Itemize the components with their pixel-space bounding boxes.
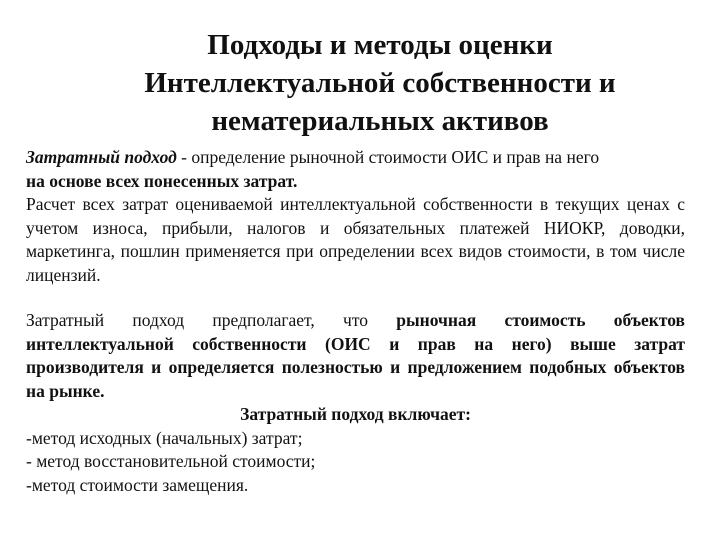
slide-title: Подходы и методы оценки Интеллектуальной собственности и нематериальных активов — [144, 29, 616, 137]
cost-approach-definition-text: - определение рыночной стоимости ОИС и прав на него — [176, 147, 600, 167]
method-item: -метод стоимости замещения. — [26, 474, 249, 495]
cost-assumption-emphasis: рыночная стоимость объектов интеллектуальной собственности (ОИС и прав на него) выше затрат производителя и определяется полезностью и предложением подобных объектов на рынке. — [26, 310, 685, 401]
methods-heading: Затратный подход включает: — [240, 404, 471, 424]
cost-approach-term: Затратный подход — [26, 147, 177, 167]
method-item: - метод восстановительной стоимости; — [26, 451, 316, 471]
cost-assumption-paragraph — [26, 309, 685, 403]
cost-approach-definition — [26, 146, 685, 193]
cost-approach-basis: на основе всех понесенных затрат. — [26, 170, 298, 191]
slide-body — [26, 146, 685, 497]
method-item: -метод исходных (начальных) затрат; — [26, 427, 303, 448]
cost-assumption-lead: Затратный подход предполагает, что — [26, 310, 397, 330]
paragraph-gap — [26, 287, 685, 309]
cost-calculation-paragraph: Расчет всех затрат оцениваемой интеллектуальной собственности в текущих ценах с учетом износа, прибыли, налогов и обязательных платежей НИОКР, доводки, маркетинга, пошлин применяется при определении всех видов стоимости, в том числе лицензий. — [26, 194, 685, 285]
